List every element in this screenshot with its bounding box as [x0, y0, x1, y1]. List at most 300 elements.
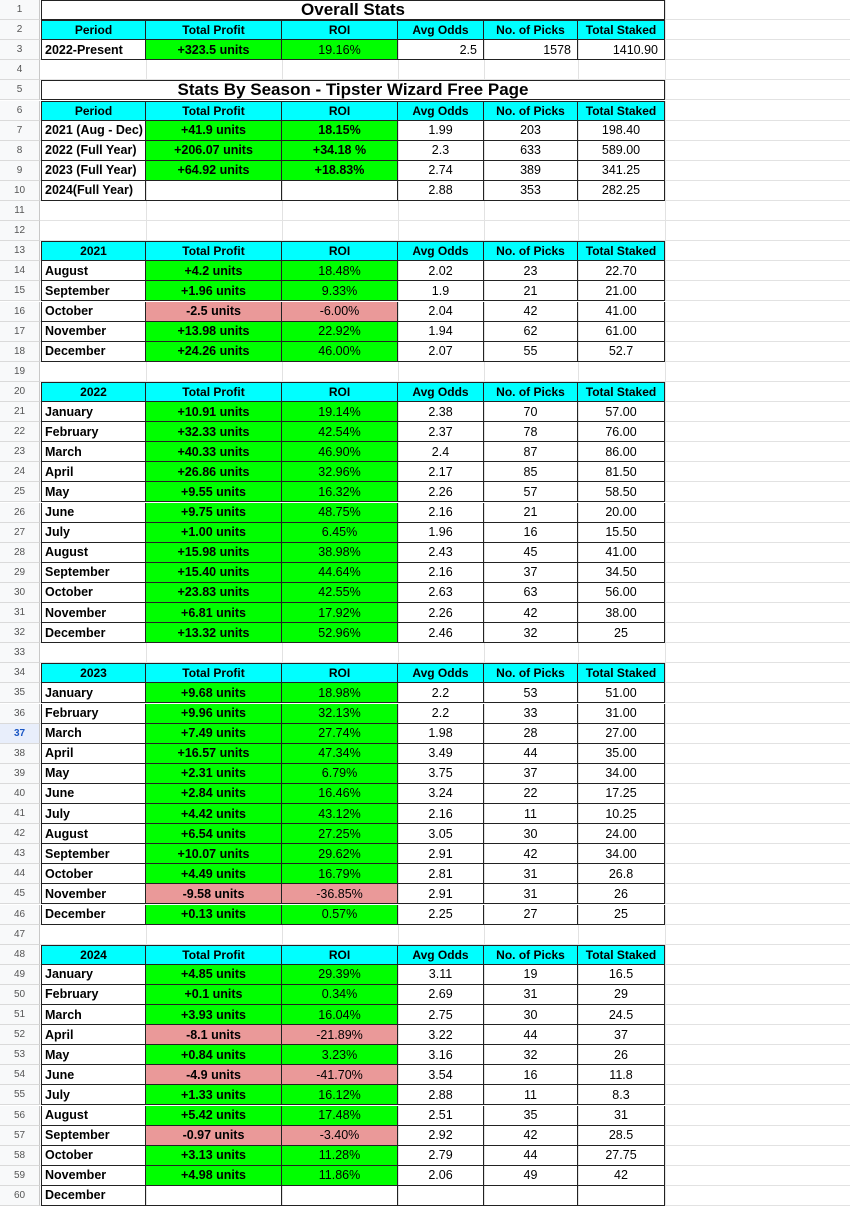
profit-cell[interactable]: +64.92 units	[146, 161, 282, 181]
roi-cell[interactable]: 44.64%	[282, 563, 398, 583]
row-number[interactable]: 53	[0, 1045, 40, 1065]
month-cell[interactable]: December	[41, 905, 146, 925]
odds-cell[interactable]: 2.88	[398, 181, 484, 201]
odds-cell[interactable]: 2.81	[398, 864, 484, 884]
month-cell[interactable]: April	[41, 1025, 146, 1045]
month-cell[interactable]: August	[41, 261, 146, 281]
odds-cell[interactable]: 2.5	[398, 40, 484, 60]
picks-cell[interactable]: 23	[484, 261, 578, 281]
odds-cell[interactable]: 2.07	[398, 342, 484, 362]
odds-cell[interactable]	[398, 1186, 484, 1206]
month-cell[interactable]: December	[41, 623, 146, 643]
picks-cell[interactable]: 31	[484, 985, 578, 1005]
header-cell[interactable]: ROI	[282, 382, 398, 402]
month-cell[interactable]: October	[41, 864, 146, 884]
month-cell[interactable]: October	[41, 1146, 146, 1166]
row-number[interactable]: 31	[0, 603, 40, 623]
odds-cell[interactable]: 2.16	[398, 804, 484, 824]
month-cell[interactable]: September	[41, 281, 146, 301]
odds-cell[interactable]: 2.4	[398, 442, 484, 462]
month-cell[interactable]: November	[41, 322, 146, 342]
header-cell[interactable]: Total Staked	[578, 241, 665, 261]
row-number[interactable]: 40	[0, 784, 40, 804]
roi-cell[interactable]: 6.79%	[282, 764, 398, 784]
odds-cell[interactable]: 3.11	[398, 965, 484, 985]
row-number[interactable]: 21	[0, 402, 40, 422]
profit-cell[interactable]: +4.98 units	[146, 1166, 282, 1186]
roi-cell[interactable]: 18.15%	[282, 121, 398, 141]
roi-cell[interactable]: -36.85%	[282, 884, 398, 904]
roi-cell[interactable]: 29.62%	[282, 844, 398, 864]
roi-cell[interactable]: 38.98%	[282, 543, 398, 563]
picks-cell[interactable]: 42	[484, 844, 578, 864]
month-cell[interactable]: November	[41, 603, 146, 623]
roi-cell[interactable]: 19.14%	[282, 402, 398, 422]
odds-cell[interactable]: 3.49	[398, 744, 484, 764]
row-number[interactable]: 26	[0, 503, 40, 523]
staked-cell[interactable]: 38.00	[578, 603, 665, 623]
row-number[interactable]: 28	[0, 543, 40, 563]
profit-cell[interactable]	[146, 181, 282, 201]
odds-cell[interactable]: 2.92	[398, 1126, 484, 1146]
profit-cell[interactable]: +9.68 units	[146, 683, 282, 703]
header-cell[interactable]: No. of Picks	[484, 945, 578, 965]
staked-cell[interactable]: 20.00	[578, 503, 665, 523]
picks-cell[interactable]: 28	[484, 724, 578, 744]
roi-cell[interactable]: 42.55%	[282, 583, 398, 603]
header-cell[interactable]: Total Profit	[146, 945, 282, 965]
staked-cell[interactable]: 26	[578, 884, 665, 904]
row-number[interactable]: 44	[0, 864, 40, 884]
month-cell[interactable]: July	[41, 1085, 146, 1105]
header-cell[interactable]: ROI	[282, 663, 398, 683]
month-cell[interactable]: May	[41, 482, 146, 502]
staked-cell[interactable]: 28.5	[578, 1126, 665, 1146]
profit-cell[interactable]: +13.98 units	[146, 322, 282, 342]
row-number[interactable]: 58	[0, 1146, 40, 1166]
month-cell[interactable]: July	[41, 804, 146, 824]
month-cell[interactable]: August	[41, 824, 146, 844]
odds-cell[interactable]: 3.22	[398, 1025, 484, 1045]
odds-cell[interactable]: 2.17	[398, 462, 484, 482]
odds-cell[interactable]: 2.2	[398, 683, 484, 703]
staked-cell[interactable]: 15.50	[578, 523, 665, 543]
staked-cell[interactable]: 21.00	[578, 281, 665, 301]
profit-cell[interactable]: +26.86 units	[146, 462, 282, 482]
row-number[interactable]: 22	[0, 422, 40, 442]
month-cell[interactable]: July	[41, 523, 146, 543]
profit-cell[interactable]: +16.57 units	[146, 744, 282, 764]
month-cell[interactable]: February	[41, 422, 146, 442]
roi-cell[interactable]: 48.75%	[282, 503, 398, 523]
picks-cell[interactable]: 633	[484, 141, 578, 161]
profit-cell[interactable]: +9.55 units	[146, 482, 282, 502]
header-cell[interactable]: No. of Picks	[484, 663, 578, 683]
header-cell[interactable]: No. of Picks	[484, 241, 578, 261]
picks-cell[interactable]: 45	[484, 543, 578, 563]
profit-cell[interactable]: +10.07 units	[146, 844, 282, 864]
month-cell[interactable]: March	[41, 442, 146, 462]
row-number[interactable]: 19	[0, 362, 40, 382]
profit-cell[interactable]: +1.33 units	[146, 1085, 282, 1105]
picks-cell[interactable]: 42	[484, 1126, 578, 1146]
roi-cell[interactable]: 52.96%	[282, 623, 398, 643]
picks-cell[interactable]: 35	[484, 1106, 578, 1126]
row-number[interactable]: 56	[0, 1106, 40, 1126]
odds-cell[interactable]: 2.25	[398, 905, 484, 925]
picks-cell[interactable]: 42	[484, 302, 578, 322]
odds-cell[interactable]: 2.3	[398, 141, 484, 161]
row-number[interactable]: 33	[0, 643, 40, 663]
row-number[interactable]: 49	[0, 965, 40, 985]
odds-cell[interactable]: 2.06	[398, 1166, 484, 1186]
odds-cell[interactable]: 3.05	[398, 824, 484, 844]
row-number[interactable]: 55	[0, 1085, 40, 1105]
roi-cell[interactable]: 29.39%	[282, 965, 398, 985]
header-cell[interactable]: Total Staked	[578, 101, 665, 121]
roi-cell[interactable]: 46.90%	[282, 442, 398, 462]
profit-cell[interactable]: +7.49 units	[146, 724, 282, 744]
period-cell[interactable]: 2023 (Full Year)	[41, 161, 146, 181]
row-number[interactable]: 2	[0, 20, 40, 40]
header-cell[interactable]: Total Staked	[578, 663, 665, 683]
profit-cell[interactable]: -0.97 units	[146, 1126, 282, 1146]
month-cell[interactable]: December	[41, 342, 146, 362]
row-number[interactable]: 23	[0, 442, 40, 462]
row-number[interactable]: 5	[0, 80, 40, 100]
roi-cell[interactable]: 16.46%	[282, 784, 398, 804]
staked-cell[interactable]: 17.25	[578, 784, 665, 804]
roi-cell[interactable]	[282, 1186, 398, 1206]
header-cell[interactable]: Total Staked	[578, 20, 665, 40]
staked-cell[interactable]: 57.00	[578, 402, 665, 422]
row-number[interactable]: 14	[0, 261, 40, 281]
picks-cell[interactable]: 44	[484, 744, 578, 764]
overall-title[interactable]: Overall Stats	[41, 0, 665, 20]
row-number[interactable]: 39	[0, 764, 40, 784]
roi-cell[interactable]: 16.12%	[282, 1085, 398, 1105]
row-number[interactable]: 59	[0, 1166, 40, 1186]
row-number[interactable]: 45	[0, 884, 40, 904]
header-cell[interactable]: 2021	[41, 241, 146, 261]
header-cell[interactable]: No. of Picks	[484, 20, 578, 40]
picks-cell[interactable]	[484, 1186, 578, 1206]
profit-cell[interactable]: +24.26 units	[146, 342, 282, 362]
row-number[interactable]: 17	[0, 322, 40, 342]
picks-cell[interactable]: 53	[484, 683, 578, 703]
staked-cell[interactable]: 52.7	[578, 342, 665, 362]
staked-cell[interactable]: 11.8	[578, 1065, 665, 1085]
profit-cell[interactable]: +2.84 units	[146, 784, 282, 804]
month-cell[interactable]: March	[41, 724, 146, 744]
picks-cell[interactable]: 19	[484, 965, 578, 985]
picks-cell[interactable]: 57	[484, 482, 578, 502]
staked-cell[interactable]: 198.40	[578, 121, 665, 141]
profit-cell[interactable]: -9.58 units	[146, 884, 282, 904]
picks-cell[interactable]: 87	[484, 442, 578, 462]
odds-cell[interactable]: 2.75	[398, 1005, 484, 1025]
row-number[interactable]: 42	[0, 824, 40, 844]
profit-cell[interactable]: -4.9 units	[146, 1065, 282, 1085]
roi-cell[interactable]: 27.74%	[282, 724, 398, 744]
month-cell[interactable]: March	[41, 1005, 146, 1025]
header-cell[interactable]: Avg Odds	[398, 382, 484, 402]
picks-cell[interactable]: 353	[484, 181, 578, 201]
row-number[interactable]: 10	[0, 181, 40, 201]
roi-cell[interactable]: 43.12%	[282, 804, 398, 824]
header-cell[interactable]: Total Profit	[146, 382, 282, 402]
profit-cell[interactable]: +4.49 units	[146, 864, 282, 884]
row-number[interactable]: 57	[0, 1126, 40, 1146]
picks-cell[interactable]: 62	[484, 322, 578, 342]
profit-cell[interactable]: +4.85 units	[146, 965, 282, 985]
staked-cell[interactable]: 76.00	[578, 422, 665, 442]
profit-cell[interactable]: +40.33 units	[146, 442, 282, 462]
row-number[interactable]: 18	[0, 342, 40, 362]
picks-cell[interactable]: 1578	[484, 40, 578, 60]
staked-cell[interactable]: 26	[578, 1045, 665, 1065]
profit-cell[interactable]: +23.83 units	[146, 583, 282, 603]
staked-cell[interactable]: 58.50	[578, 482, 665, 502]
odds-cell[interactable]: 2.16	[398, 503, 484, 523]
header-cell[interactable]: Total Profit	[146, 101, 282, 121]
header-cell[interactable]: Total Staked	[578, 382, 665, 402]
odds-cell[interactable]: 2.69	[398, 985, 484, 1005]
odds-cell[interactable]: 1.99	[398, 121, 484, 141]
staked-cell[interactable]: 22.70	[578, 261, 665, 281]
profit-cell[interactable]: -8.1 units	[146, 1025, 282, 1045]
picks-cell[interactable]: 21	[484, 281, 578, 301]
profit-cell[interactable]: +32.33 units	[146, 422, 282, 442]
row-number[interactable]: 4	[0, 60, 40, 80]
picks-cell[interactable]: 44	[484, 1146, 578, 1166]
profit-cell[interactable]: +323.5 units	[146, 40, 282, 60]
profit-cell[interactable]: +41.9 units	[146, 121, 282, 141]
staked-cell[interactable]: 1410.90	[578, 40, 665, 60]
staked-cell[interactable]: 31	[578, 1106, 665, 1126]
odds-cell[interactable]: 2.2	[398, 704, 484, 724]
staked-cell[interactable]: 16.5	[578, 965, 665, 985]
row-number[interactable]: 11	[0, 201, 40, 221]
roi-cell[interactable]: -21.89%	[282, 1025, 398, 1045]
odds-cell[interactable]: 2.26	[398, 603, 484, 623]
staked-cell[interactable]: 37	[578, 1025, 665, 1045]
picks-cell[interactable]: 32	[484, 1045, 578, 1065]
picks-cell[interactable]: 55	[484, 342, 578, 362]
odds-cell[interactable]: 2.38	[398, 402, 484, 422]
odds-cell[interactable]: 1.98	[398, 724, 484, 744]
staked-cell[interactable]: 27.75	[578, 1146, 665, 1166]
odds-cell[interactable]: 2.04	[398, 302, 484, 322]
month-cell[interactable]: September	[41, 1126, 146, 1146]
month-cell[interactable]: October	[41, 583, 146, 603]
roi-cell[interactable]: 9.33%	[282, 281, 398, 301]
header-cell[interactable]: Avg Odds	[398, 945, 484, 965]
picks-cell[interactable]: 16	[484, 523, 578, 543]
row-number[interactable]: 34	[0, 663, 40, 683]
odds-cell[interactable]: 2.91	[398, 844, 484, 864]
month-cell[interactable]: August	[41, 543, 146, 563]
row-number[interactable]: 8	[0, 141, 40, 161]
profit-cell[interactable]: +1.96 units	[146, 281, 282, 301]
profit-cell[interactable]	[146, 1186, 282, 1206]
roi-cell[interactable]: 16.32%	[282, 482, 398, 502]
staked-cell[interactable]: 41.00	[578, 543, 665, 563]
roi-cell[interactable]: 11.86%	[282, 1166, 398, 1186]
profit-cell[interactable]: +1.00 units	[146, 523, 282, 543]
odds-cell[interactable]: 2.37	[398, 422, 484, 442]
odds-cell[interactable]: 2.88	[398, 1085, 484, 1105]
row-number[interactable]: 41	[0, 804, 40, 824]
odds-cell[interactable]: 2.43	[398, 543, 484, 563]
picks-cell[interactable]: 203	[484, 121, 578, 141]
row-number[interactable]: 3	[0, 40, 40, 60]
month-cell[interactable]: October	[41, 302, 146, 322]
picks-cell[interactable]: 22	[484, 784, 578, 804]
picks-cell[interactable]: 42	[484, 603, 578, 623]
odds-cell[interactable]: 2.02	[398, 261, 484, 281]
profit-cell[interactable]: +0.1 units	[146, 985, 282, 1005]
row-number[interactable]: 36	[0, 704, 40, 724]
odds-cell[interactable]: 3.24	[398, 784, 484, 804]
month-cell[interactable]: May	[41, 1045, 146, 1065]
odds-cell[interactable]: 3.54	[398, 1065, 484, 1085]
odds-cell[interactable]: 2.46	[398, 623, 484, 643]
row-number[interactable]: 32	[0, 623, 40, 643]
staked-cell[interactable]: 29	[578, 985, 665, 1005]
header-cell[interactable]: 2024	[41, 945, 146, 965]
roi-cell[interactable]: 17.92%	[282, 603, 398, 623]
month-cell[interactable]: February	[41, 704, 146, 724]
month-cell[interactable]: November	[41, 884, 146, 904]
profit-cell[interactable]: +15.40 units	[146, 563, 282, 583]
row-number[interactable]: 9	[0, 161, 40, 181]
header-cell[interactable]: Total Profit	[146, 663, 282, 683]
season-title[interactable]: Stats By Season - Tipster Wizard Free Page	[41, 80, 665, 100]
staked-cell[interactable]: 24.00	[578, 824, 665, 844]
row-number[interactable]: 46	[0, 905, 40, 925]
row-number[interactable]: 35	[0, 683, 40, 703]
row-number[interactable]: 37	[0, 724, 40, 744]
header-cell[interactable]: No. of Picks	[484, 382, 578, 402]
profit-cell[interactable]: +3.13 units	[146, 1146, 282, 1166]
header-cell[interactable]: Period	[41, 101, 146, 121]
row-number[interactable]: 27	[0, 523, 40, 543]
header-cell[interactable]: Period	[41, 20, 146, 40]
header-cell[interactable]: Avg Odds	[398, 663, 484, 683]
month-cell[interactable]: November	[41, 1166, 146, 1186]
odds-cell[interactable]: 2.16	[398, 563, 484, 583]
profit-cell[interactable]: +15.98 units	[146, 543, 282, 563]
header-cell[interactable]: 2022	[41, 382, 146, 402]
picks-cell[interactable]: 78	[484, 422, 578, 442]
staked-cell[interactable]: 56.00	[578, 583, 665, 603]
month-cell[interactable]: April	[41, 462, 146, 482]
month-cell[interactable]: January	[41, 402, 146, 422]
picks-cell[interactable]: 30	[484, 1005, 578, 1025]
roi-cell[interactable]: 3.23%	[282, 1045, 398, 1065]
row-number[interactable]: 54	[0, 1065, 40, 1085]
profit-cell[interactable]: -2.5 units	[146, 302, 282, 322]
staked-cell[interactable]: 24.5	[578, 1005, 665, 1025]
picks-cell[interactable]: 33	[484, 704, 578, 724]
row-number[interactable]: 50	[0, 985, 40, 1005]
odds-cell[interactable]: 1.9	[398, 281, 484, 301]
header-cell[interactable]: ROI	[282, 101, 398, 121]
profit-cell[interactable]: +0.13 units	[146, 905, 282, 925]
row-number[interactable]: 16	[0, 302, 40, 322]
odds-cell[interactable]: 1.94	[398, 322, 484, 342]
odds-cell[interactable]: 2.91	[398, 884, 484, 904]
profit-cell[interactable]: +0.84 units	[146, 1045, 282, 1065]
row-number[interactable]: 1	[0, 0, 40, 20]
staked-cell[interactable]: 26.8	[578, 864, 665, 884]
row-number[interactable]: 51	[0, 1005, 40, 1025]
roi-cell[interactable]: 6.45%	[282, 523, 398, 543]
roi-cell[interactable]: 32.96%	[282, 462, 398, 482]
staked-cell[interactable]: 81.50	[578, 462, 665, 482]
roi-cell[interactable]: 47.34%	[282, 744, 398, 764]
picks-cell[interactable]: 63	[484, 583, 578, 603]
picks-cell[interactable]: 49	[484, 1166, 578, 1186]
staked-cell[interactable]: 42	[578, 1166, 665, 1186]
profit-cell[interactable]: +4.2 units	[146, 261, 282, 281]
header-cell[interactable]: ROI	[282, 945, 398, 965]
month-cell[interactable]: December	[41, 1186, 146, 1206]
period-cell[interactable]: 2022-Present	[41, 40, 146, 60]
staked-cell[interactable]	[578, 1186, 665, 1206]
picks-cell[interactable]: 11	[484, 1085, 578, 1105]
staked-cell[interactable]: 41.00	[578, 302, 665, 322]
staked-cell[interactable]: 86.00	[578, 442, 665, 462]
picks-cell[interactable]: 30	[484, 824, 578, 844]
picks-cell[interactable]: 21	[484, 503, 578, 523]
picks-cell[interactable]: 70	[484, 402, 578, 422]
staked-cell[interactable]: 34.00	[578, 844, 665, 864]
roi-cell[interactable]: 0.34%	[282, 985, 398, 1005]
profit-cell[interactable]: +6.54 units	[146, 824, 282, 844]
staked-cell[interactable]: 589.00	[578, 141, 665, 161]
roi-cell[interactable]: 16.04%	[282, 1005, 398, 1025]
picks-cell[interactable]: 37	[484, 764, 578, 784]
month-cell[interactable]: June	[41, 784, 146, 804]
profit-cell[interactable]: +3.93 units	[146, 1005, 282, 1025]
roi-cell[interactable]: 17.48%	[282, 1106, 398, 1126]
profit-cell[interactable]: +10.91 units	[146, 402, 282, 422]
header-cell[interactable]: Avg Odds	[398, 20, 484, 40]
staked-cell[interactable]: 8.3	[578, 1085, 665, 1105]
header-cell[interactable]: ROI	[282, 20, 398, 40]
header-cell[interactable]: Total Profit	[146, 241, 282, 261]
roi-cell[interactable]: 19.16%	[282, 40, 398, 60]
picks-cell[interactable]: 37	[484, 563, 578, 583]
profit-cell[interactable]: +9.75 units	[146, 503, 282, 523]
row-number[interactable]: 7	[0, 121, 40, 141]
row-number[interactable]: 38	[0, 744, 40, 764]
staked-cell[interactable]: 35.00	[578, 744, 665, 764]
picks-cell[interactable]: 27	[484, 905, 578, 925]
roi-cell[interactable]: 27.25%	[282, 824, 398, 844]
odds-cell[interactable]: 3.75	[398, 764, 484, 784]
staked-cell[interactable]: 61.00	[578, 322, 665, 342]
profit-cell[interactable]: +2.31 units	[146, 764, 282, 784]
roi-cell[interactable]: 0.57%	[282, 905, 398, 925]
roi-cell[interactable]: 22.92%	[282, 322, 398, 342]
roi-cell[interactable]: 18.98%	[282, 683, 398, 703]
staked-cell[interactable]: 25	[578, 905, 665, 925]
header-cell[interactable]: No. of Picks	[484, 101, 578, 121]
month-cell[interactable]: January	[41, 683, 146, 703]
